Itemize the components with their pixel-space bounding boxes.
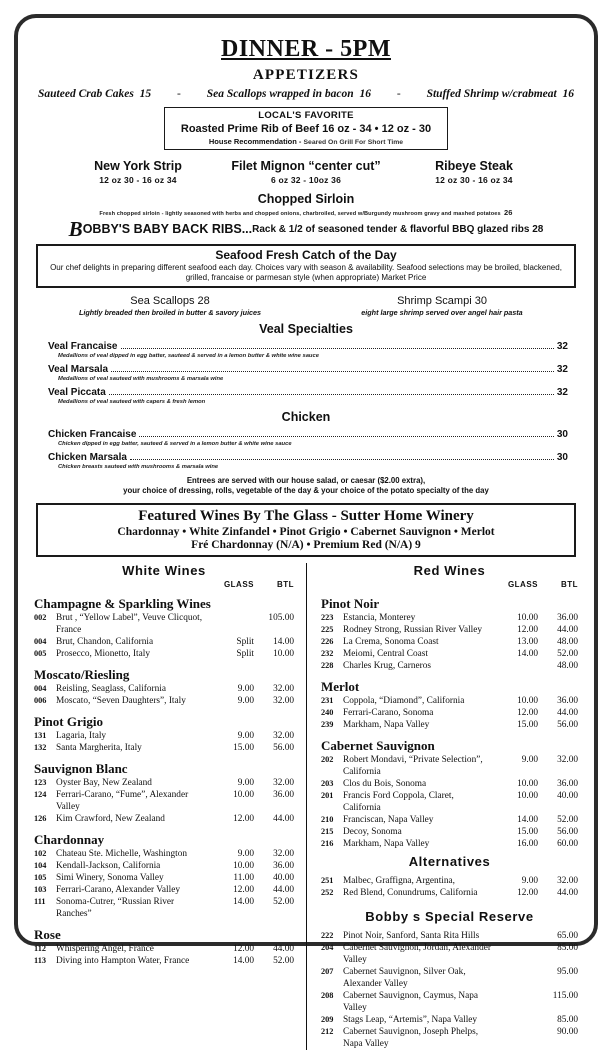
wine-category-heading: Pinot Noir: [321, 596, 380, 611]
wine-number: 132: [34, 743, 47, 752]
wine-bottle-price: 60.00: [557, 839, 578, 849]
wine-name: Markham, Napa Valley: [343, 720, 430, 730]
btl-header: BTL: [276, 580, 294, 589]
veal-description: Medallions of veal sauteed with capers & fresh lemon: [58, 399, 206, 405]
wine-number: 240: [321, 708, 334, 717]
wine-glass-price: [496, 942, 538, 966]
wine-bottle-price: 48.00: [557, 637, 578, 647]
appetizers-heading: APPETIZERS: [252, 67, 360, 83]
wine-glass-price: [496, 660, 538, 672]
wine-number: 124: [34, 790, 47, 799]
seafood-item-name: Shrimp Scampi 30: [397, 295, 487, 307]
wine-name: Ferrari-Carano, Alexander Valley: [56, 885, 180, 895]
wine-number: 226: [321, 637, 334, 646]
wine-number: 239: [321, 720, 334, 729]
wine-row: [321, 838, 578, 850]
steak-item-2: [390, 159, 558, 185]
wine-name: Ferrari-Carano, “Fume”, Alexander Valley: [56, 790, 189, 812]
wine-glass-price: 12.00: [517, 708, 538, 718]
wine-name: Malbec, Graffigna, Argentina,: [343, 876, 455, 886]
wine-name: Brut, Chandon, California: [56, 637, 154, 647]
wine-bottle-price: 44.00: [273, 814, 294, 824]
wine-name: Chateau Ste. Michelle, Washington: [56, 849, 188, 859]
wine-category-heading: Sauvignon Blanc: [34, 761, 128, 776]
seafood-item-1: [306, 295, 578, 317]
featured-wines-line-1: Chardonnay • White Zinfandel • Pinot Grigio • Cabernet Sauvignon • Merlot: [117, 526, 495, 538]
wine-row: [321, 1026, 578, 1050]
reserve-title: Bobby s Special Reserve: [365, 909, 534, 924]
entree-note-line-2: your choice of dressing, rolls, vegetable of the day & your choice of the potato specialty of the day: [123, 486, 489, 495]
veal-price: 32: [556, 364, 568, 375]
wine-name: Francis Ford Coppola, Claret, California: [343, 791, 454, 813]
wine-glass-price: Split: [236, 637, 254, 647]
btl-header: BTL: [560, 580, 578, 589]
dot-leader: [109, 387, 554, 395]
wine-name: Kim Crawford, New Zealand: [56, 814, 165, 824]
veal-item: [34, 387, 578, 405]
chicken-name: Chicken Francaise: [48, 429, 137, 440]
wine-bottle-price: 95.00: [557, 967, 578, 977]
wine-bottle-price: 44.00: [557, 708, 578, 718]
appetizer-item-1: Sea Scallops wrapped in bacon 16: [206, 88, 371, 100]
wine-bottle-price: 32.00: [557, 755, 578, 765]
wine-bottle-price: 65.00: [557, 931, 578, 941]
veal-name: Veal Marsala: [48, 364, 109, 375]
veal-description: Medallions of veal sauteed with mushrooms & marsala wine: [58, 376, 224, 382]
wine-number: 201: [321, 791, 334, 800]
chicken-description: Chicken breasts sauteed with mushrooms & marsala wine: [58, 464, 219, 470]
white-wines-title: White Wines: [122, 563, 206, 578]
wine-glass-price: 16.00: [517, 839, 538, 849]
wine-bottle-price: 10.00: [273, 649, 294, 659]
wine-bottle-price: 36.00: [273, 790, 294, 800]
locals-favorite-label: LOCAL'S FAVORITE: [258, 110, 354, 121]
seafood-catch-box: [36, 244, 576, 288]
dot-leader: [121, 341, 554, 349]
wine-row: [34, 884, 294, 896]
steak-portions: 6 oz 32 - 10oz 36: [270, 175, 341, 185]
wine-glass-price: 11.00: [233, 873, 254, 883]
wine-number: 004: [34, 637, 47, 646]
wine-glass-price: 10.00: [233, 861, 254, 871]
wine-bottle-price: 85.00: [557, 943, 578, 953]
wine-bottle-price: 44.00: [557, 625, 578, 635]
white-wines-column: [34, 563, 306, 1050]
wine-row: [321, 719, 578, 731]
wine-name: Cabernet Sauvignon, Jordan, Alexander Valley: [343, 943, 491, 965]
wine-bottle-price: 90.00: [557, 1027, 578, 1037]
house-recommendation: House Recommendation - Seared On Grill For Short Time: [208, 137, 404, 146]
wine-glass-price: 14.00: [233, 897, 254, 907]
wine-number: 215: [321, 827, 334, 836]
steak-item-0: [54, 159, 222, 185]
wine-bottle-price: 52.00: [273, 897, 294, 907]
wine-number: 123: [34, 778, 47, 787]
wine-number: 252: [321, 888, 334, 897]
wine-number: 131: [34, 731, 47, 740]
wine-name: Lagaria, Italy: [56, 731, 107, 741]
wine-glass-price: 14.00: [233, 956, 254, 966]
separator: -: [176, 88, 181, 100]
menu-page: [14, 14, 598, 1049]
wine-bottle-price: 44.00: [273, 944, 294, 954]
wine-number: 228: [321, 661, 334, 670]
seafood-item-0: [34, 295, 306, 317]
page-title: DINNER - 5PM: [221, 36, 391, 62]
wine-row: [34, 789, 294, 813]
wine-glass-price: [212, 612, 254, 636]
wine-name: Charles Krug, Carneros: [343, 661, 432, 671]
wine-bottle-price: 56.00: [557, 827, 578, 837]
seafood-item-description: Lightly breaded then broiled in butter & savory juices: [78, 308, 262, 317]
wine-row: [34, 777, 294, 789]
steak-name: New York Strip: [94, 159, 182, 173]
veal-description: Medallions of veal dipped in egg batter, sauteed & served in a lemon butter & white wine sauce: [58, 353, 319, 359]
wine-number: 223: [321, 613, 334, 622]
seafood-items-row: [34, 295, 578, 317]
wine-glass-price: 15.00: [517, 827, 538, 837]
wine-name: Cabernet Sauvignon, Joseph Phelps, Napa Valley: [343, 1027, 479, 1049]
appetizer-item-0: Sauteed Crab Cakes 15: [38, 88, 152, 100]
wine-name: Meiomi, Central Coast: [343, 649, 428, 659]
wine-category-heading: Pinot Grigio: [34, 714, 103, 729]
wine-glass-price: 9.00: [237, 731, 254, 741]
wine-glass-price: [496, 990, 538, 1014]
wine-number: 207: [321, 967, 334, 976]
wine-name: Brut , “Yellow Label”, Veuve Clicquot, France: [56, 613, 203, 635]
veal-item: [34, 341, 578, 359]
wine-row: [321, 624, 578, 636]
wine-name: Robert Mondavi, “Private Selection”, California: [343, 755, 483, 777]
wine-name: Cabernet Sauvignon, Caymus, Napa Valley: [343, 991, 479, 1013]
wine-name: Reisling, Seaglass, California: [56, 684, 166, 694]
wine-number: 251: [321, 876, 334, 885]
wine-name: Red Blend, Conundrums, California: [343, 888, 478, 898]
wine-row: [321, 612, 578, 624]
wine-glass-price: [496, 1014, 538, 1026]
wine-row: [34, 695, 294, 707]
wine-glass-price: 14.00: [517, 815, 538, 825]
wine-bottle-price: 32.00: [273, 731, 294, 741]
wine-glass-price: [496, 930, 538, 942]
wine-name: Simi Winery, Sonoma Valley: [56, 873, 164, 883]
chicken-item: [34, 429, 578, 447]
wine-row: [34, 730, 294, 742]
chicken-description: Chicken dipped in egg batter, sauteed & served in a lemon butter & white wine sauce: [58, 441, 292, 447]
wine-name: Clos du Bois, Sonoma: [343, 779, 427, 789]
red-wines-title: Red Wines: [413, 563, 486, 578]
wine-row: [34, 943, 294, 955]
wine-row: [321, 695, 578, 707]
separator: -: [396, 88, 401, 100]
wine-name: Pinot Noir, Sanford, Santa Rita Hills: [343, 931, 480, 941]
wine-name: Prosecco, Mionetto, Italy: [56, 649, 150, 659]
appetizers-row: [34, 88, 578, 100]
wine-glass-price: 9.00: [237, 778, 254, 788]
chopped-sirloin-name: Chopped Sirloin: [257, 192, 355, 206]
wine-bottle-price: 32.00: [273, 696, 294, 706]
ribs-description: Rack & 1/2 of seasoned tender & flavorful BBQ glazed ribs 28: [252, 223, 544, 235]
wine-bottle-price: 32.00: [273, 684, 294, 694]
wine-number: 002: [34, 613, 47, 622]
wine-name: La Crema, Sonoma Coast: [343, 637, 439, 647]
ribs-title: OBBY'S BABY BACK RIBS...: [82, 222, 253, 236]
wine-row: [321, 875, 578, 887]
white-price-headers: [34, 580, 294, 589]
wine-glass-price: 12.00: [517, 888, 538, 898]
wine-number: 210: [321, 815, 334, 824]
chopped-sirloin-description: Fresh chopped sirloin - lightly seasoned with herbs and chopped onions, charbroiled, served w/Burgundy mushroom gravy and mashed potatoes 26: [99, 208, 513, 217]
wine-glass-price: [496, 1026, 538, 1050]
wine-row: [321, 990, 578, 1014]
wine-row: [34, 896, 294, 920]
wine-glass-price: 15.00: [233, 743, 254, 753]
wine-glass-price: 13.00: [517, 637, 538, 647]
wine-lists: [34, 563, 578, 1050]
wine-name: Cabernet Sauvignon, Silver Oak, Alexander Valley: [343, 967, 466, 989]
wine-bottle-price: 56.00: [557, 720, 578, 730]
wine-glass-price: 14.00: [517, 649, 538, 659]
wine-glass-price: 10.00: [517, 613, 538, 623]
steak-portions: 12 oz 30 - 16 oz 34: [435, 175, 513, 185]
wine-number: 111: [34, 897, 46, 906]
wine-number: 222: [321, 931, 334, 940]
chicken-heading: Chicken: [281, 410, 331, 424]
glass-header: GLASS: [507, 580, 538, 589]
veal-name: Veal Francaise: [48, 341, 118, 352]
wine-name: Diving into Hampton Water, France: [56, 956, 190, 966]
wine-row: [321, 660, 578, 672]
wine-name: Oyster Bay, New Zealand: [56, 778, 152, 788]
wine-number: 104: [34, 861, 47, 870]
wine-number: 103: [34, 885, 47, 894]
chicken-name: Chicken Marsala: [48, 452, 127, 463]
featured-wines-box: [36, 503, 576, 557]
wine-row: [34, 648, 294, 660]
entree-note: [34, 476, 578, 496]
wine-glass-price: 10.00: [517, 779, 538, 789]
wine-glass-price: 15.00: [517, 720, 538, 730]
wine-name: Markham, Napa Valley: [343, 839, 430, 849]
wine-name: Rodney Strong, Russian River Valley: [343, 625, 483, 635]
wine-glass-price: 12.00: [233, 944, 254, 954]
wine-name: Estancia, Monterey: [343, 613, 416, 623]
prime-rib-item: Roasted Prime Rib of Beef 16 oz - 34 • 12 oz - 30: [180, 123, 432, 135]
red-wines-column: [306, 563, 578, 1050]
veal-price: 32: [556, 387, 568, 398]
wine-bottle-price: 48.00: [557, 661, 578, 671]
seafood-description: Our chef delights in preparing different seafood each day. Choices vary with season & availability. Seafood selections may be broiled, blackened, grilled, francaise or parmesan style (when appropriate) Market Price: [50, 263, 562, 282]
wine-number: 209: [321, 1015, 334, 1024]
wine-row: [321, 814, 578, 826]
wine-row: [34, 955, 294, 967]
wine-bottle-price: 115.00: [552, 991, 578, 1001]
chicken-item: [34, 452, 578, 470]
wine-row: [34, 813, 294, 825]
wine-row: [34, 872, 294, 884]
wine-bottle-price: 105.00: [268, 613, 294, 623]
dot-leader: [111, 364, 554, 372]
wine-number: 113: [34, 956, 46, 965]
wine-bottle-price: 56.00: [273, 743, 294, 753]
wine-bottle-price: 44.00: [557, 888, 578, 898]
steaks-row: [34, 159, 578, 185]
alternatives-title: Alternatives: [408, 854, 491, 869]
wine-glass-price: 9.00: [237, 849, 254, 859]
wine-number: 216: [321, 839, 334, 848]
wine-category-heading: Champagne & Sparkling Wines: [34, 596, 211, 611]
wine-bottle-price: 32.00: [273, 849, 294, 859]
wine-number: 212: [321, 1027, 334, 1036]
wine-glass-price: 12.00: [233, 814, 254, 824]
wine-number: 225: [321, 625, 334, 634]
chicken-price: 30: [556, 452, 568, 463]
wine-bottle-price: 36.00: [557, 696, 578, 706]
wine-number: 005: [34, 649, 47, 658]
wine-row: [34, 683, 294, 695]
wine-bottle-price: 40.00: [273, 873, 294, 883]
veal-heading: Veal Specialties: [259, 322, 353, 336]
wine-row: [321, 942, 578, 966]
wine-name: Stags Leap, “Artemis”, Napa Valley: [343, 1015, 478, 1025]
wine-row: [321, 636, 578, 648]
wine-glass-price: 9.00: [237, 696, 254, 706]
appetizer-item-2: Stuffed Shrimp w/crabmeat 16: [426, 88, 574, 100]
entree-note-line-1: Entrees are served with our house salad, or caesar ($2.00 extra),: [186, 476, 426, 485]
wine-bottle-price: 14.00: [273, 637, 294, 647]
wine-row: [321, 707, 578, 719]
wine-number: 112: [34, 944, 46, 953]
ribs-dropcap: B: [68, 217, 83, 241]
wine-name: Kendall-Jackson, California: [56, 861, 161, 871]
wine-glass-price: 12.00: [233, 885, 254, 895]
wine-row: [321, 1014, 578, 1026]
veal-item: [34, 364, 578, 382]
wine-category-heading: Moscato/Riesling: [34, 667, 130, 682]
wine-glass-price: 10.00: [517, 696, 538, 706]
wine-number: 102: [34, 849, 47, 858]
wine-bottle-price: 52.00: [273, 956, 294, 966]
wine-bottle-price: 36.00: [557, 779, 578, 789]
wine-number: 202: [321, 755, 334, 764]
wine-name: Sonoma-Cutrer, “Russian River Ranches”: [56, 897, 175, 919]
glass-header: GLASS: [223, 580, 254, 589]
baby-back-ribs-item: [34, 217, 578, 241]
seafood-item-name: Sea Scallops 28: [130, 295, 210, 307]
wine-glass-price: 9.00: [521, 876, 538, 886]
wine-bottle-price: 85.00: [557, 1015, 578, 1025]
wine-number: 006: [34, 696, 47, 705]
wine-bottle-price: 40.00: [557, 791, 578, 801]
chopped-sirloin-item: [34, 192, 578, 217]
wine-row: [34, 848, 294, 860]
locals-favorite-box: [164, 107, 448, 150]
steak-item-1: [222, 159, 390, 185]
chicken-price: 30: [556, 429, 568, 440]
wine-bottle-price: 36.00: [273, 861, 294, 871]
wine-row: [321, 887, 578, 899]
wine-row: [321, 826, 578, 838]
wine-name: Santa Margherita, Italy: [56, 743, 142, 753]
seafood-item-description: eight large shrimp served over angel hair pasta: [361, 308, 523, 317]
wine-category-heading: Cabernet Sauvignon: [321, 738, 435, 753]
wine-category-heading: Rose: [34, 927, 61, 942]
wine-row: [321, 648, 578, 660]
wine-name: Coppola, “Diamond”, California: [343, 696, 465, 706]
wine-row: [321, 754, 578, 778]
steak-name: Filet Mignon “center cut”: [231, 159, 381, 173]
wine-row: [321, 966, 578, 990]
wine-glass-price: Split: [236, 649, 254, 659]
wine-glass-price: 10.00: [517, 791, 538, 801]
wine-number: 203: [321, 779, 334, 788]
veal-price: 32: [556, 341, 568, 352]
wine-category-heading: Merlot: [321, 679, 360, 694]
dot-leader: [130, 452, 554, 460]
wine-category-heading: Chardonnay: [34, 832, 105, 847]
wine-row: [34, 636, 294, 648]
featured-wines-line-2: Fré Chardonnay (N/A) • Premium Red (N/A) 9: [191, 539, 421, 551]
red-price-headers: [321, 580, 578, 589]
wine-row: [321, 930, 578, 942]
wine-name: Whispering Angel, France: [56, 944, 154, 954]
wine-glass-price: 9.00: [237, 684, 254, 694]
wine-number: 004: [34, 684, 47, 693]
wine-number: 126: [34, 814, 47, 823]
wine-name: Franciscan, Napa Valley: [343, 815, 434, 825]
wine-glass-price: [496, 966, 538, 990]
veal-name: Veal Piccata: [48, 387, 106, 398]
wine-glass-price: 9.00: [521, 755, 538, 765]
wine-number: 105: [34, 873, 47, 882]
wine-row: [34, 612, 294, 636]
wine-glass-price: 10.00: [233, 790, 254, 800]
wine-name: Moscato, “Seven Daughters”, Italy: [56, 696, 186, 706]
wine-glass-price: 12.00: [517, 625, 538, 635]
dot-leader: [139, 429, 554, 437]
steak-name: Ribeye Steak: [435, 159, 513, 173]
wine-number: 232: [321, 649, 334, 658]
featured-wines-heading: Featured Wines By The Glass - Sutter Home Winery: [138, 508, 474, 524]
wine-row: [321, 778, 578, 790]
wine-row: [34, 742, 294, 754]
wine-number: 231: [321, 696, 334, 705]
steak-portions: 12 oz 30 - 16 oz 34: [99, 175, 177, 185]
wine-number: 204: [321, 943, 334, 952]
wine-bottle-price: 52.00: [557, 649, 578, 659]
wine-name: Ferrari-Carano, Sonoma: [343, 708, 434, 718]
wine-row: [34, 860, 294, 872]
wine-bottle-price: 36.00: [557, 613, 578, 623]
wine-bottle-price: 52.00: [557, 815, 578, 825]
wine-number: 208: [321, 991, 334, 1000]
wine-bottle-price: 32.00: [557, 876, 578, 886]
wine-bottle-price: 44.00: [273, 885, 294, 895]
seafood-heading: Seafood Fresh Catch of the Day: [215, 248, 397, 262]
wine-row: [321, 790, 578, 814]
wine-name: Decoy, Sonoma: [343, 827, 402, 837]
wine-bottle-price: 32.00: [273, 778, 294, 788]
